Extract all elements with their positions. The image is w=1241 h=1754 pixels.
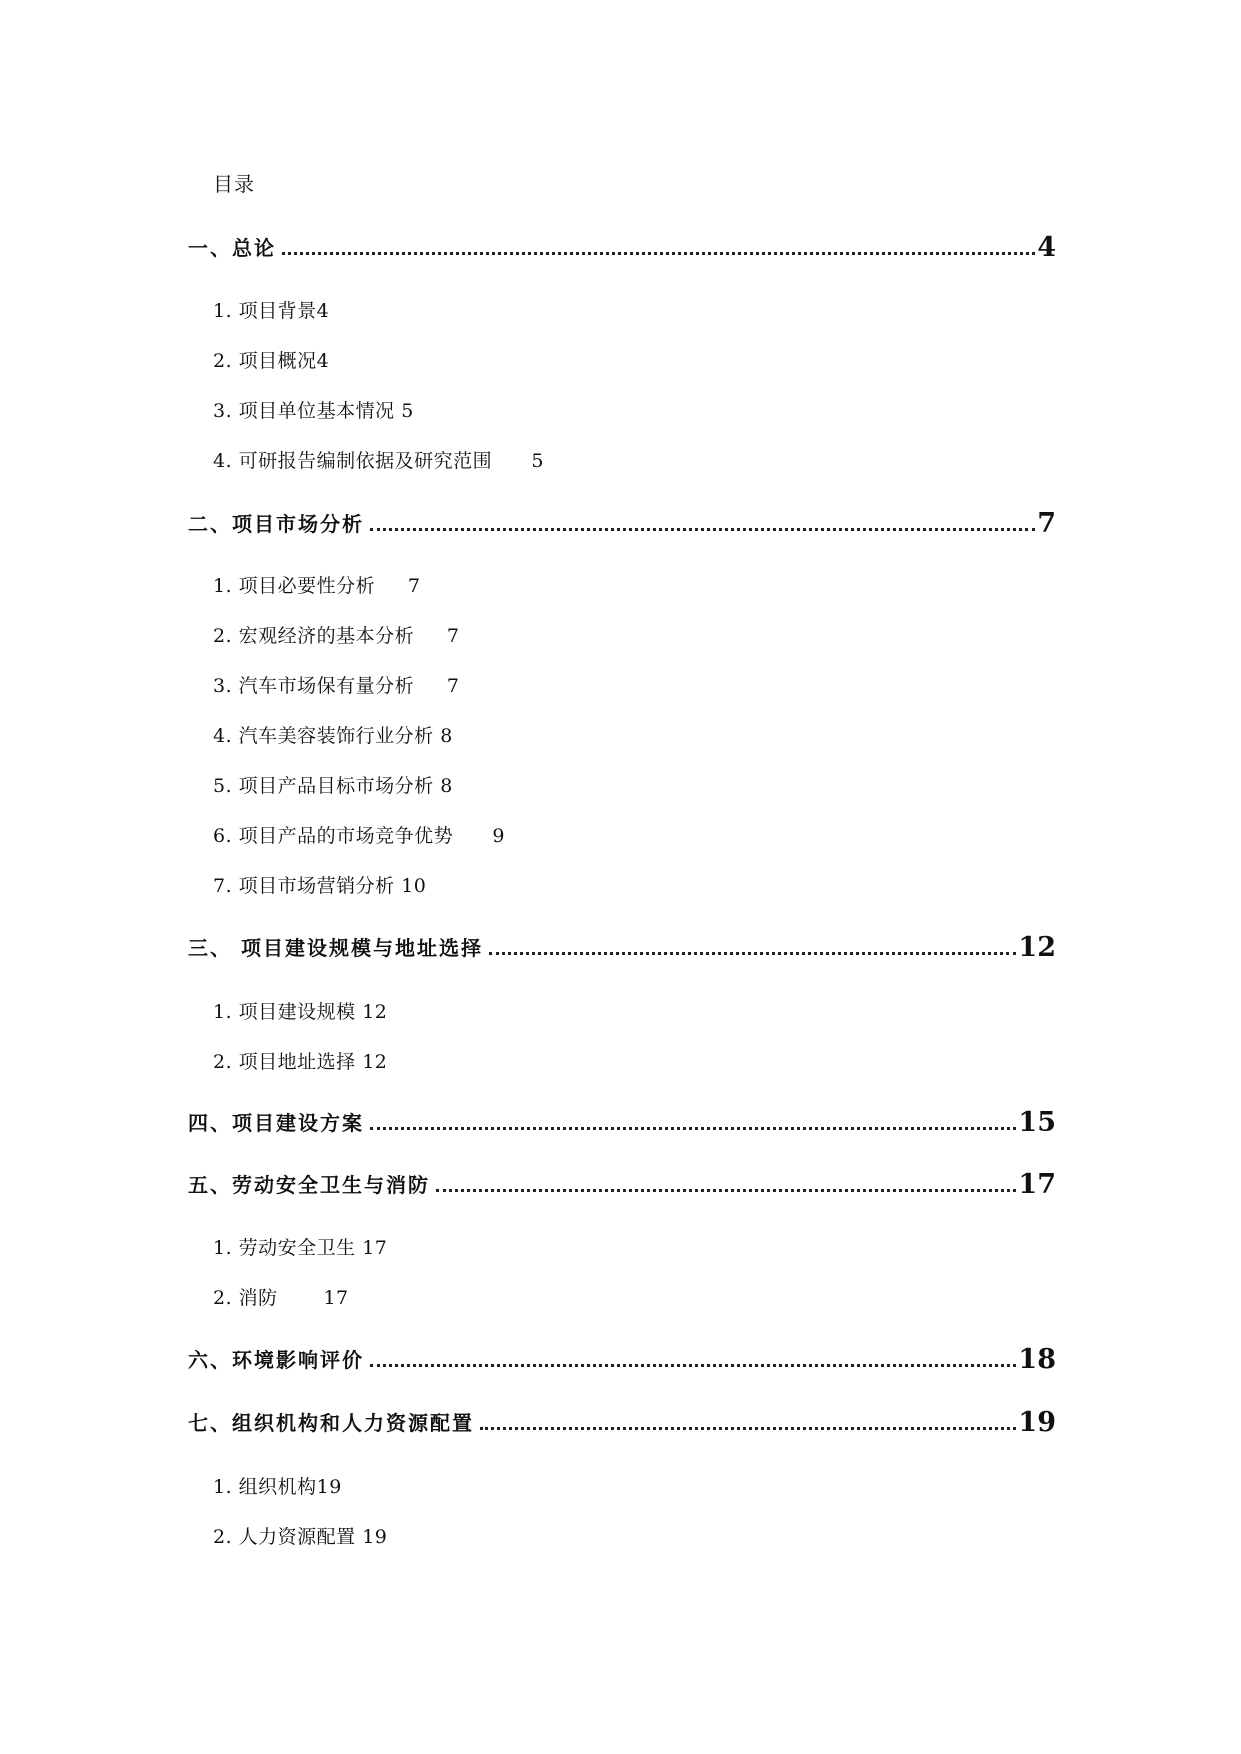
toc-item[interactable]: 4. 可研报告编制依据及研究范围 5 [213,450,544,472]
toc-section-5[interactable] [188,1166,1056,1198]
toc-item[interactable]: 1. 项目必要性分析 7 [213,575,421,597]
section-page-number: 15 [1018,1107,1056,1138]
dot-leader [370,1127,1016,1130]
section-page-number: 12 [1018,932,1056,963]
toc-item[interactable]: 4. 汽车美容装饰行业分析 8 [213,725,453,747]
toc-item[interactable]: 1. 项目背景4 [213,300,330,322]
toc-item[interactable]: 1. 组织机构19 [213,1476,342,1498]
section-page-number: 4 [1037,232,1056,263]
section-page-number: 7 [1037,508,1056,539]
section-label: 一、总论 [188,236,276,260]
section-label: 二、项目市场分析 [188,512,364,536]
section-label: 三、 项目建设规模与地址选择 [188,936,483,960]
toc-section-7[interactable] [188,1404,1056,1436]
toc-section-4[interactable] [188,1104,1056,1136]
dot-leader [480,1427,1016,1430]
toc-item[interactable]: 3. 汽车市场保有量分析 7 [213,675,460,697]
section-page-number: 19 [1018,1407,1056,1438]
toc-item[interactable]: 2. 项目概况4 [213,350,330,372]
toc-item[interactable]: 1. 劳动安全卫生 17 [213,1237,388,1259]
section-label: 五、劳动安全卫生与消防 [188,1173,430,1197]
dot-leader [370,1364,1016,1367]
toc-item[interactable]: 2. 消防 17 [213,1287,349,1309]
toc-section-2[interactable] [188,505,1056,537]
toc-title: 目录 [213,172,255,196]
toc-item[interactable]: 6. 项目产品的市场竞争优势 9 [213,825,505,847]
toc-item[interactable]: 5. 项目产品目标市场分析 8 [213,775,453,797]
dot-leader [489,952,1016,955]
section-label: 七、组织机构和人力资源配置 [188,1411,474,1435]
section-label: 四、项目建设方案 [188,1111,364,1135]
toc-item[interactable]: 2. 人力资源配置 19 [213,1526,388,1548]
toc-section-3[interactable] [188,929,1056,961]
toc-item[interactable]: 1. 项目建设规模 12 [213,1001,388,1023]
dot-leader [436,1189,1016,1192]
dot-leader [282,252,1035,255]
toc-item[interactable]: 2. 项目地址选择 12 [213,1051,388,1073]
toc-section-1[interactable] [188,229,1056,261]
toc-item[interactable]: 7. 项目市场营销分析 10 [213,875,427,897]
section-page-number: 17 [1018,1169,1056,1200]
section-label: 六、环境影响评价 [188,1348,364,1372]
section-page-number: 18 [1018,1344,1056,1375]
toc-item[interactable]: 2. 宏观经济的基本分析 7 [213,625,460,647]
dot-leader [370,528,1035,531]
toc-section-6[interactable] [188,1341,1056,1373]
toc-item[interactable]: 3. 项目单位基本情况 5 [213,400,414,422]
